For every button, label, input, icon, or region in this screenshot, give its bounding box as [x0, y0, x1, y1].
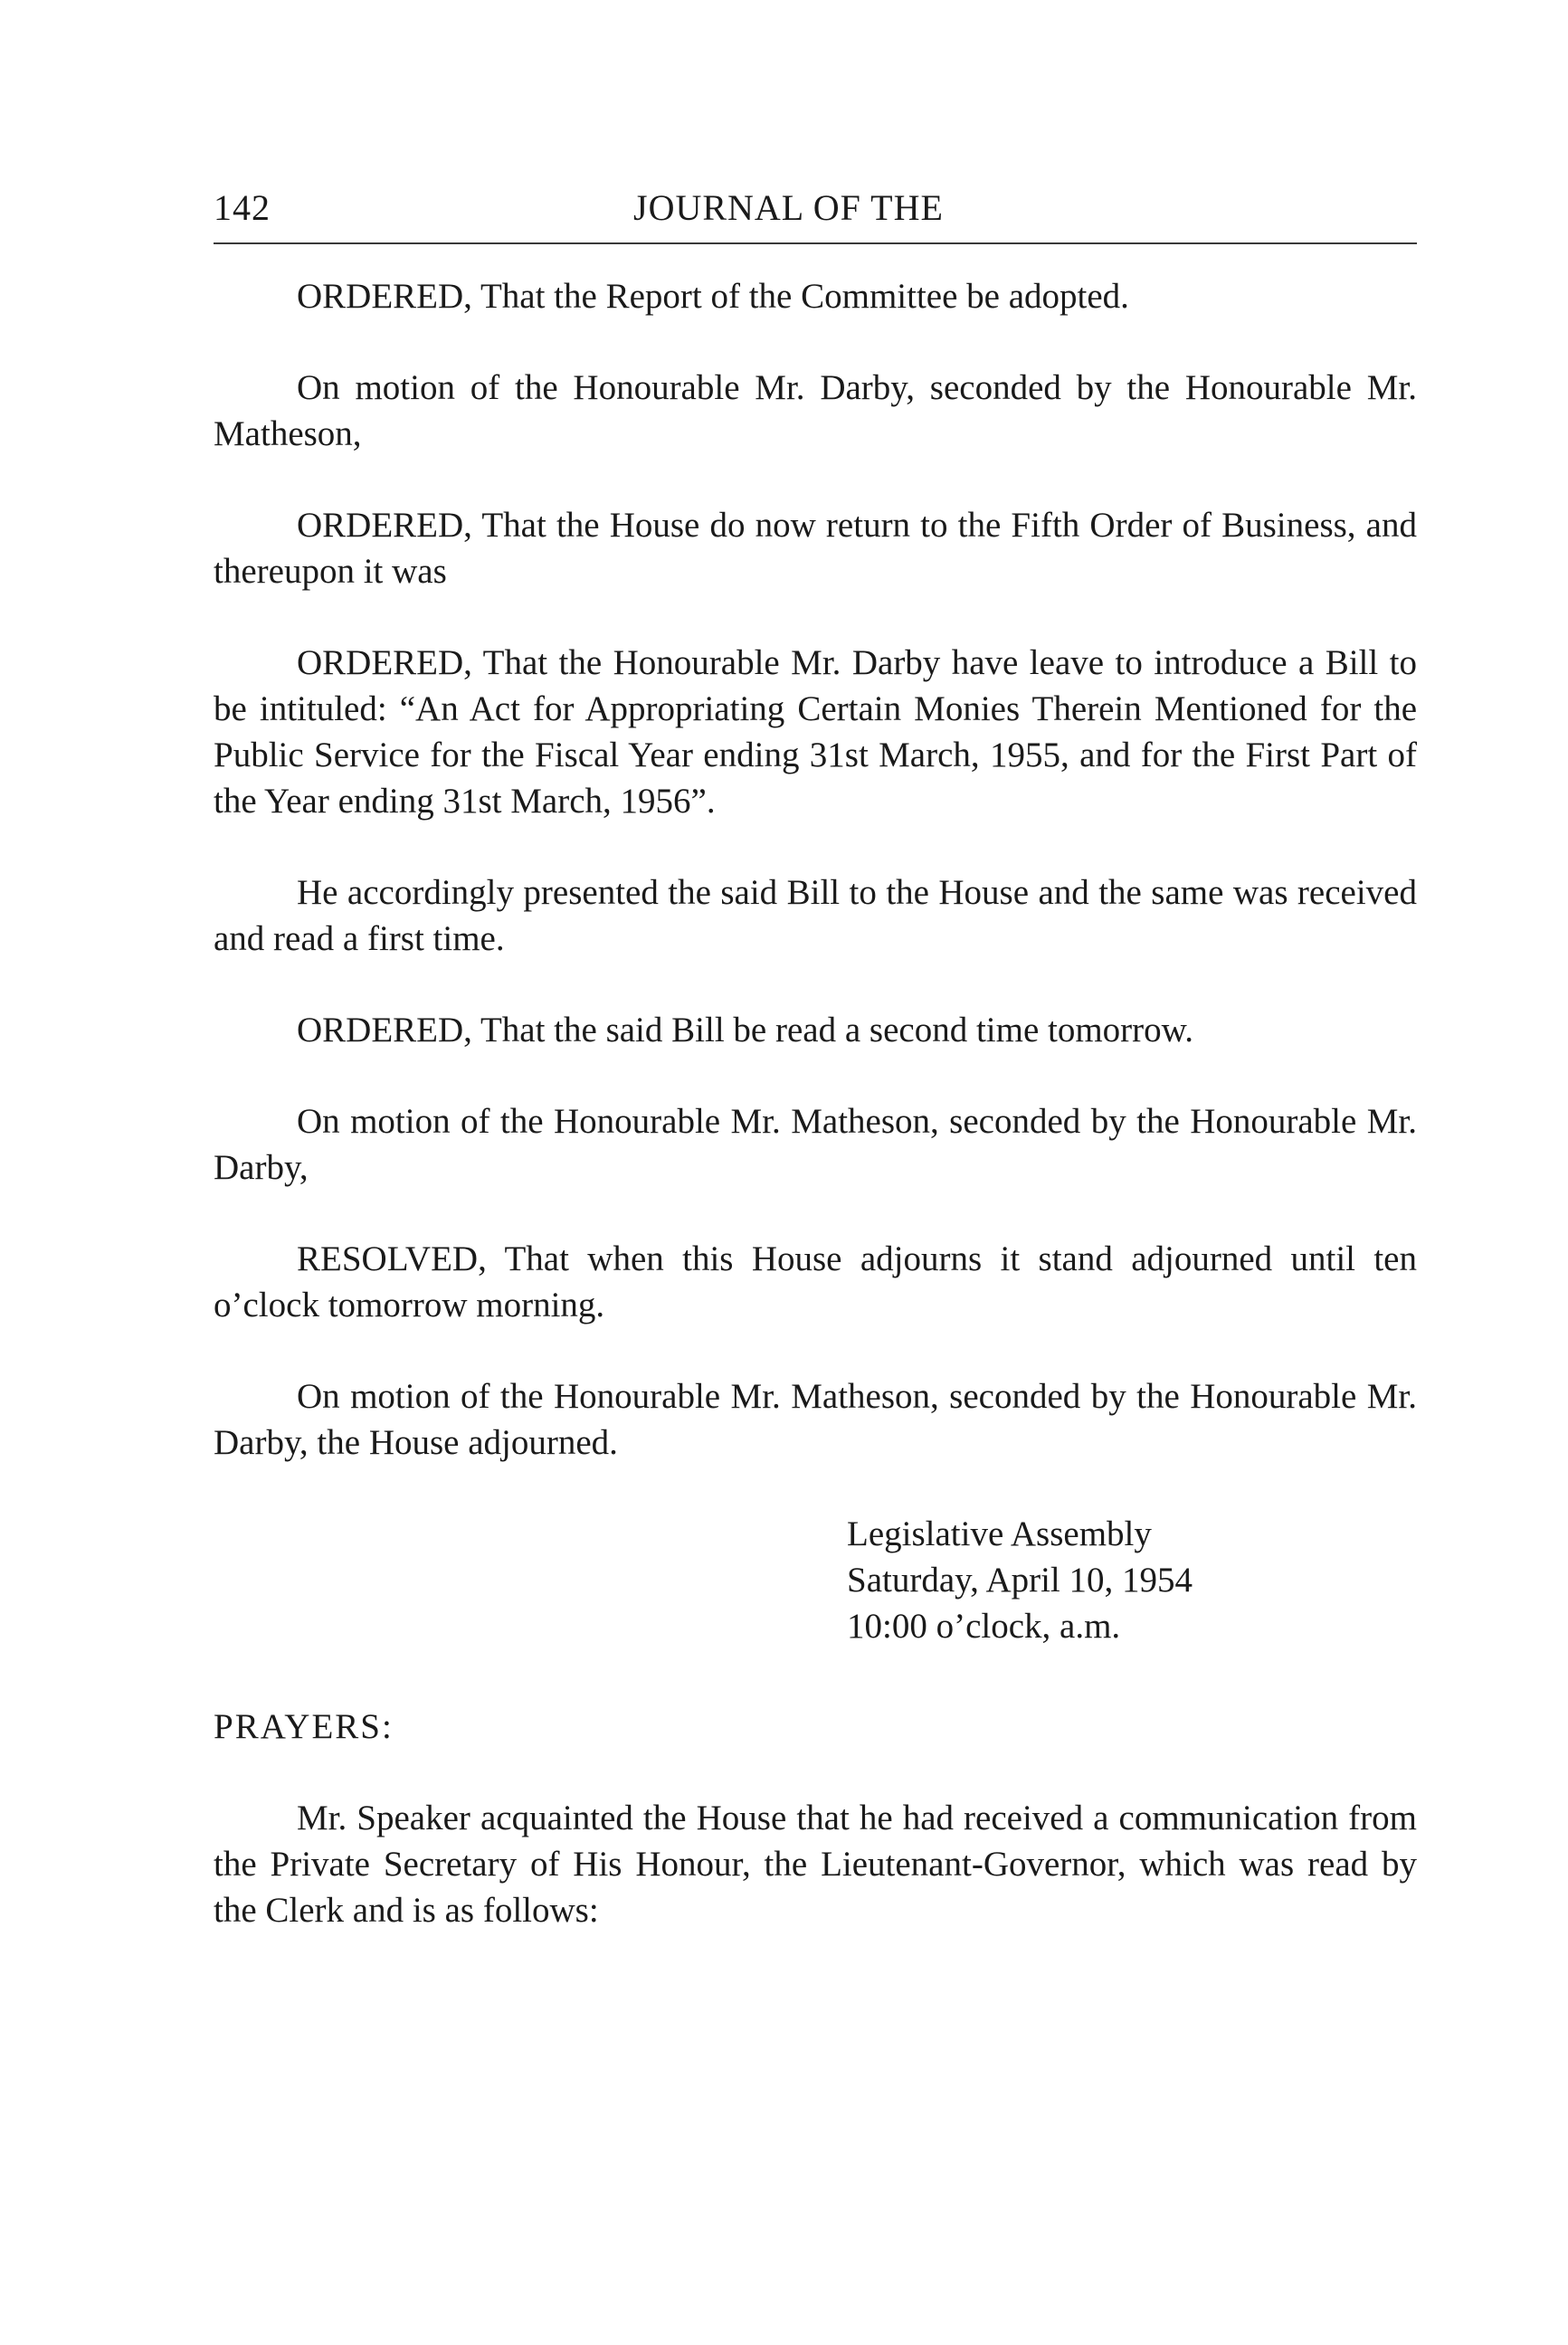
- page-number: 142: [214, 187, 271, 228]
- paragraph-ordered-second-reading: ORDERED, That the said Bill be read a second time tomorrow.: [297, 1011, 1194, 1049]
- paragraph-speaker-communication: Mr. Speaker acquainted the House that he had received a communication from the Private Secretary of His Honour, the Lieutenant-Governor, which was read by the Clerk and is as follows:: [214, 1799, 1417, 1930]
- journal-body: [214, 273, 1417, 1979]
- prayers-heading: PRAYERS:: [214, 1707, 394, 1746]
- paragraph-ordered-bill-leave: ORDERED, That the Honourable Mr. Darby have leave to introduce a Bill to be intituled: “An Act for Appropriating Certain Monies Therein Mentioned for the Public Service for the Fiscal Year ending 31st March, 1955, and for the First Part of the Year ending 31st March, 1956”.: [214, 643, 1417, 821]
- paragraph-bill-first-reading: He accordingly presented the said Bill to the House and the same was received and read a first time.: [214, 873, 1417, 958]
- header-rule: [214, 242, 1417, 244]
- dateline-date: Saturday, April 10, 1954: [847, 1561, 1193, 1600]
- paragraph-motion-darby-matheson: On motion of the Honourable Mr. Darby, seconded by the Honourable Mr. Matheson,: [214, 368, 1417, 453]
- paragraph-resolved-adjourn: RESOLVED, That when this House adjourns it stand adjourned until ten o’clock tomorrow morning.: [214, 1239, 1417, 1324]
- paragraph-house-adjourned: On motion of the Honourable Mr. Matheson, seconded by the Honourable Mr. Darby, the House adjourned.: [214, 1377, 1417, 1462]
- paragraph-ordered-fifth-order: ORDERED, That the House do now return to the Fifth Order of Business, and thereupon it was: [214, 506, 1417, 591]
- paragraph-ordered-report-adopted: ORDERED, That the Report of the Committee be adopted.: [297, 277, 1129, 316]
- page-header: [214, 181, 1417, 235]
- dateline-time: 10:00 o’clock, a.m.: [847, 1607, 1121, 1646]
- sitting-dateline: [847, 1511, 1417, 1649]
- running-title: JOURNAL OF THE: [633, 187, 944, 228]
- dateline-assembly: Legislative Assembly: [847, 1514, 1152, 1553]
- paragraph-motion-matheson-darby: On motion of the Honourable Mr. Matheson, seconded by the Honourable Mr. Darby,: [214, 1102, 1417, 1187]
